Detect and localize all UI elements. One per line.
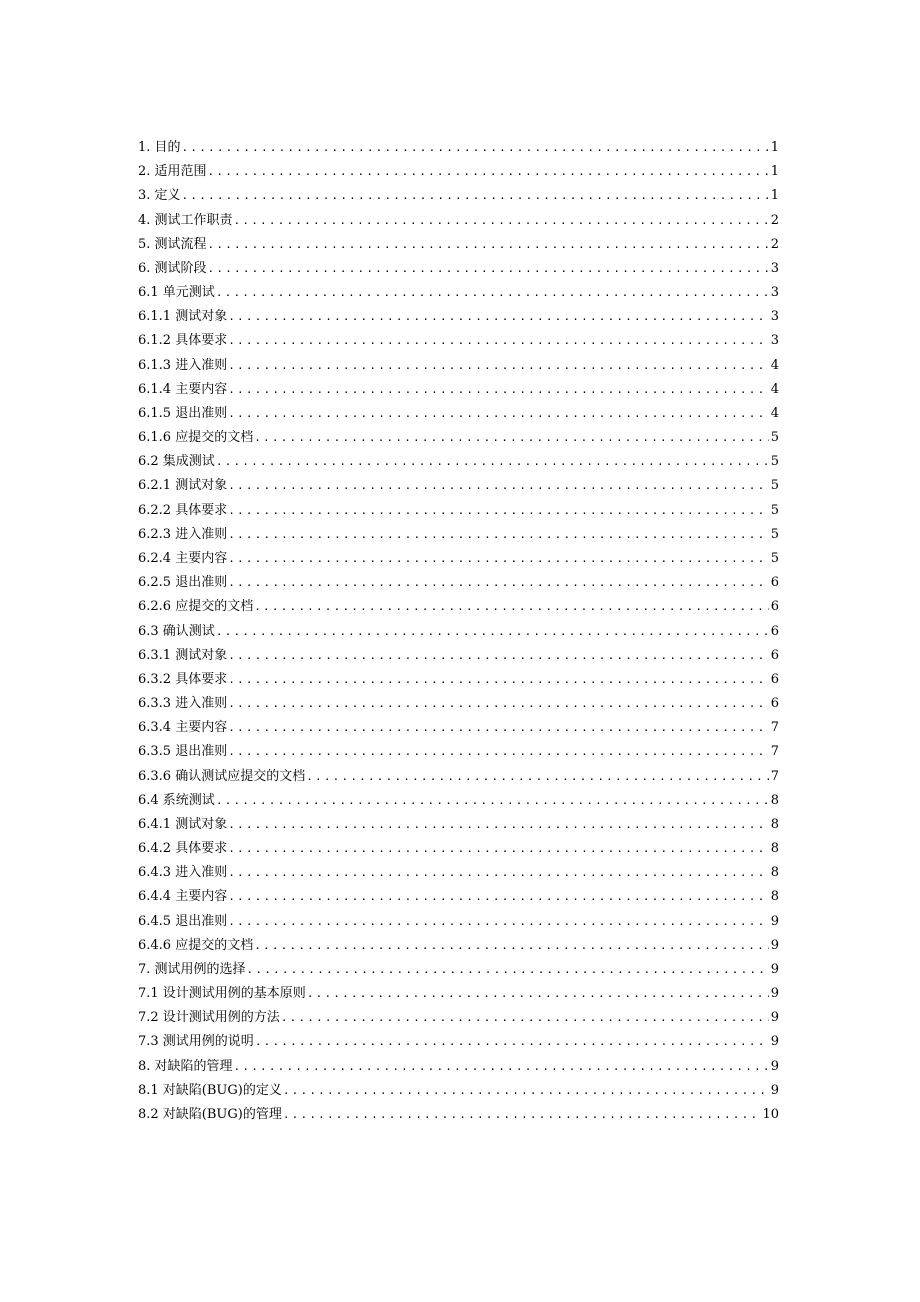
toc-dot-leader <box>228 305 769 329</box>
toc-entry-page-number: 8 <box>770 865 779 881</box>
toc-dot-leader <box>254 595 769 619</box>
toc-entry-page-number: 5 <box>770 478 779 494</box>
toc-entry-title: 6.4 系统测试 <box>138 792 215 808</box>
toc-entry-page-number: 8 <box>770 816 779 832</box>
toc-dot-leader <box>208 233 769 257</box>
toc-entry[interactable] <box>138 1006 779 1030</box>
toc-entry-page-number: 5 <box>770 526 779 542</box>
toc-dot-leader <box>307 982 769 1006</box>
toc-dot-leader <box>234 1055 769 1079</box>
toc-entry-title: 7.3 测试用例的说明 <box>138 1034 254 1050</box>
toc-entry-page-number: 3 <box>770 333 779 349</box>
toc-entry[interactable] <box>138 813 779 837</box>
toc-entry-title: 7.2 设计测试用例的方法 <box>138 1010 280 1026</box>
toc-entry-page-number: 1 <box>770 164 779 180</box>
toc-entry[interactable] <box>138 1079 779 1103</box>
toc-entry-page-number: 7 <box>770 720 779 736</box>
toc-dot-leader <box>228 547 769 571</box>
toc-entry[interactable] <box>138 789 779 813</box>
toc-entry[interactable] <box>138 136 779 160</box>
toc-entry-page-number: 6 <box>770 696 779 712</box>
toc-dot-leader <box>216 281 769 305</box>
toc-dot-leader <box>228 668 769 692</box>
toc-dot-leader <box>228 837 769 861</box>
toc-entry-title: 6.4.6 应提交的文档 <box>138 937 254 953</box>
toc-dot-leader <box>228 499 769 523</box>
toc-entry[interactable] <box>138 571 779 595</box>
toc-entry-title: 6.1.5 退出准则 <box>138 405 228 421</box>
toc-entry[interactable] <box>138 523 779 547</box>
toc-entry-title: 4. 测试工作职责 <box>138 212 233 228</box>
toc-entry[interactable] <box>138 209 779 233</box>
toc-entry-title: 5. 测试流程 <box>138 236 207 252</box>
toc-dot-leader <box>182 136 769 160</box>
toc-dot-leader <box>254 426 769 450</box>
toc-entry-title: 6.2.4 主要内容 <box>138 551 228 566</box>
toc-entry-page-number: 3 <box>770 285 779 301</box>
toc-entry[interactable] <box>138 595 779 619</box>
toc-dot-leader <box>283 1079 769 1103</box>
toc-entry-title: 6.2 集成测试 <box>138 454 215 470</box>
toc-entry-title: 6.2.6 应提交的文档 <box>138 599 254 615</box>
toc-dot-leader <box>234 209 769 233</box>
toc-dot-leader <box>228 861 769 885</box>
toc-entry[interactable] <box>138 910 779 934</box>
toc-entry-page-number: 2 <box>770 236 779 252</box>
toc-dot-leader <box>228 885 769 909</box>
toc-entry[interactable] <box>138 499 779 523</box>
toc-entry-title: 6.2.5 退出准则 <box>138 575 228 591</box>
toc-entry[interactable] <box>138 305 779 329</box>
toc-dot-leader <box>228 523 769 547</box>
toc-entry-page-number: 8 <box>770 889 779 905</box>
toc-entry[interactable] <box>138 619 779 643</box>
toc-dot-leader <box>228 740 769 764</box>
toc-entry[interactable] <box>138 764 779 788</box>
toc-entry[interactable] <box>138 257 779 281</box>
toc-entry-page-number: 6 <box>770 623 779 639</box>
toc-entry[interactable] <box>138 934 779 958</box>
toc-entry-title: 6.3.4 主要内容 <box>138 720 228 736</box>
toc-dot-leader <box>281 1006 769 1030</box>
toc-dot-leader <box>228 910 769 934</box>
toc-entry-page-number: 9 <box>770 1058 779 1074</box>
toc-entry-page-number: 2 <box>770 212 779 228</box>
toc-dot-leader <box>228 692 769 716</box>
toc-entry[interactable] <box>138 354 779 378</box>
toc-entry[interactable] <box>138 184 779 208</box>
toc-entry-page-number: 9 <box>770 986 779 1002</box>
toc-entry-title: 6.4.4 主要内容 <box>138 889 228 905</box>
toc-entry[interactable] <box>138 668 779 692</box>
toc-dot-leader <box>216 620 769 644</box>
toc-entry-title: 6.3.1 测试对象 <box>138 647 228 663</box>
toc-dot-leader <box>247 958 769 982</box>
toc-entry-page-number: 4 <box>770 381 779 397</box>
toc-entry[interactable] <box>138 378 779 402</box>
toc-entry-title: 6.1.3 进入准则 <box>138 357 228 373</box>
toc-entry-title: 8.2 对缺陷(BUG)的管理 <box>138 1106 282 1122</box>
toc-entry-page-number: 6 <box>770 671 779 687</box>
toc-entry[interactable] <box>138 402 779 426</box>
toc-entry-title: 8.1 对缺陷(BUG)的定义 <box>138 1082 282 1098</box>
toc-entry-page-number: 4 <box>770 357 779 373</box>
toc-entry-page-number: 9 <box>770 937 779 953</box>
toc-entry[interactable] <box>138 426 779 450</box>
toc-dot-leader <box>216 450 769 474</box>
toc-dot-leader <box>283 1103 761 1127</box>
toc-dot-leader <box>182 184 769 208</box>
toc-entry-page-number: 8 <box>770 792 779 808</box>
toc-entry-page-number: 8 <box>770 841 779 857</box>
toc-entry-page-number: 9 <box>770 961 779 977</box>
toc-dot-leader <box>255 1030 769 1054</box>
toc-dot-leader <box>208 160 769 184</box>
toc-entry-page-number: 9 <box>770 913 779 929</box>
toc-entry[interactable] <box>138 837 779 861</box>
toc-entry-title: 6.4.2 具体要求 <box>138 841 228 857</box>
toc-entry-page-number: 9 <box>770 1034 779 1050</box>
toc-entry-title: 6. 测试阶段 <box>138 260 207 276</box>
toc-entry-title: 6.2.1 测试对象 <box>138 478 228 494</box>
toc-entry-title: 6.1.4 主要内容 <box>138 381 228 397</box>
toc-dot-leader <box>228 378 769 402</box>
toc-entry-page-number: 4 <box>770 405 779 421</box>
toc-entry-page-number: 5 <box>770 454 779 470</box>
toc-dot-leader <box>254 934 769 958</box>
toc-entry[interactable] <box>138 547 779 571</box>
toc-dot-leader <box>228 329 769 353</box>
table-of-contents <box>138 136 779 1127</box>
toc-entry[interactable] <box>138 982 779 1006</box>
toc-entry-page-number: 6 <box>770 599 779 615</box>
toc-entry[interactable] <box>138 233 779 257</box>
toc-dot-leader <box>228 354 769 378</box>
toc-entry-page-number: 7 <box>770 768 779 784</box>
toc-entry[interactable] <box>138 329 779 353</box>
toc-entry[interactable] <box>138 861 779 885</box>
toc-entry[interactable] <box>138 716 779 740</box>
toc-entry-title: 6.1.6 应提交的文档 <box>138 430 254 446</box>
toc-dot-leader <box>228 644 769 668</box>
toc-entry-title: 3. 定义 <box>138 188 181 204</box>
toc-entry-page-number: 1 <box>770 188 779 204</box>
toc-entry-page-number: 10 <box>762 1106 779 1122</box>
toc-entry-title: 6.3.5 退出准则 <box>138 744 228 760</box>
toc-entry[interactable] <box>138 958 779 982</box>
toc-entry-title: 6.3.6 确认测试应提交的文档 <box>138 768 306 784</box>
toc-dot-leader <box>306 765 769 789</box>
toc-entry-title: 6.1.1 测试对象 <box>138 309 228 325</box>
toc-dot-leader <box>228 716 769 740</box>
toc-entry-title: 6.3.2 具体要求 <box>138 671 228 687</box>
toc-entry[interactable] <box>138 740 779 764</box>
toc-entry[interactable] <box>138 1055 779 1079</box>
toc-entry-title: 6.4.1 测试对象 <box>138 816 228 832</box>
toc-entry-page-number: 9 <box>770 1082 779 1098</box>
toc-entry-title: 6.2.2 具体要求 <box>138 502 228 518</box>
toc-entry-page-number: 5 <box>770 502 779 518</box>
toc-entry-page-number: 9 <box>770 1010 779 1026</box>
toc-entry-page-number: 6 <box>770 647 779 663</box>
toc-entry[interactable] <box>138 281 779 305</box>
toc-entry[interactable] <box>138 644 779 668</box>
toc-entry-title: 2. 适用范围 <box>138 164 207 180</box>
toc-entry[interactable] <box>138 450 779 474</box>
toc-entry[interactable] <box>138 885 779 909</box>
toc-entry-page-number: 3 <box>770 260 779 276</box>
toc-entry[interactable] <box>138 692 779 716</box>
toc-entry[interactable] <box>138 1030 779 1054</box>
toc-entry-title: 6.3 确认测试 <box>138 623 215 639</box>
toc-entry-title: 7. 测试用例的选择 <box>138 961 246 977</box>
toc-entry-title: 6.1 单元测试 <box>138 285 215 301</box>
toc-entry-page-number: 1 <box>770 140 779 156</box>
toc-dot-leader <box>208 257 769 281</box>
toc-dot-leader <box>228 571 769 595</box>
toc-dot-leader <box>216 789 769 813</box>
toc-entry[interactable] <box>138 1103 779 1127</box>
toc-entry-page-number: 5 <box>770 551 779 566</box>
toc-entry-page-number: 5 <box>770 430 779 446</box>
toc-entry-title: 1. 目的 <box>138 140 181 156</box>
toc-dot-leader <box>228 474 769 498</box>
toc-entry-title: 8. 对缺陷的管理 <box>138 1058 233 1074</box>
toc-entry[interactable] <box>138 160 779 184</box>
toc-entry-title: 6.2.3 进入准则 <box>138 526 228 542</box>
toc-dot-leader <box>228 813 769 837</box>
toc-entry-title: 6.4.5 退出准则 <box>138 913 228 929</box>
toc-entry-title: 7.1 设计测试用例的基本原则 <box>138 986 306 1002</box>
toc-entry[interactable] <box>138 474 779 498</box>
toc-dot-leader <box>228 402 769 426</box>
toc-entry-page-number: 7 <box>770 744 779 760</box>
toc-entry-title: 6.4.3 进入准则 <box>138 865 228 881</box>
toc-entry-title: 6.3.3 进入准则 <box>138 696 228 712</box>
toc-entry-page-number: 3 <box>770 309 779 325</box>
toc-entry-page-number: 6 <box>770 575 779 591</box>
toc-entry-title: 6.1.2 具体要求 <box>138 333 228 349</box>
